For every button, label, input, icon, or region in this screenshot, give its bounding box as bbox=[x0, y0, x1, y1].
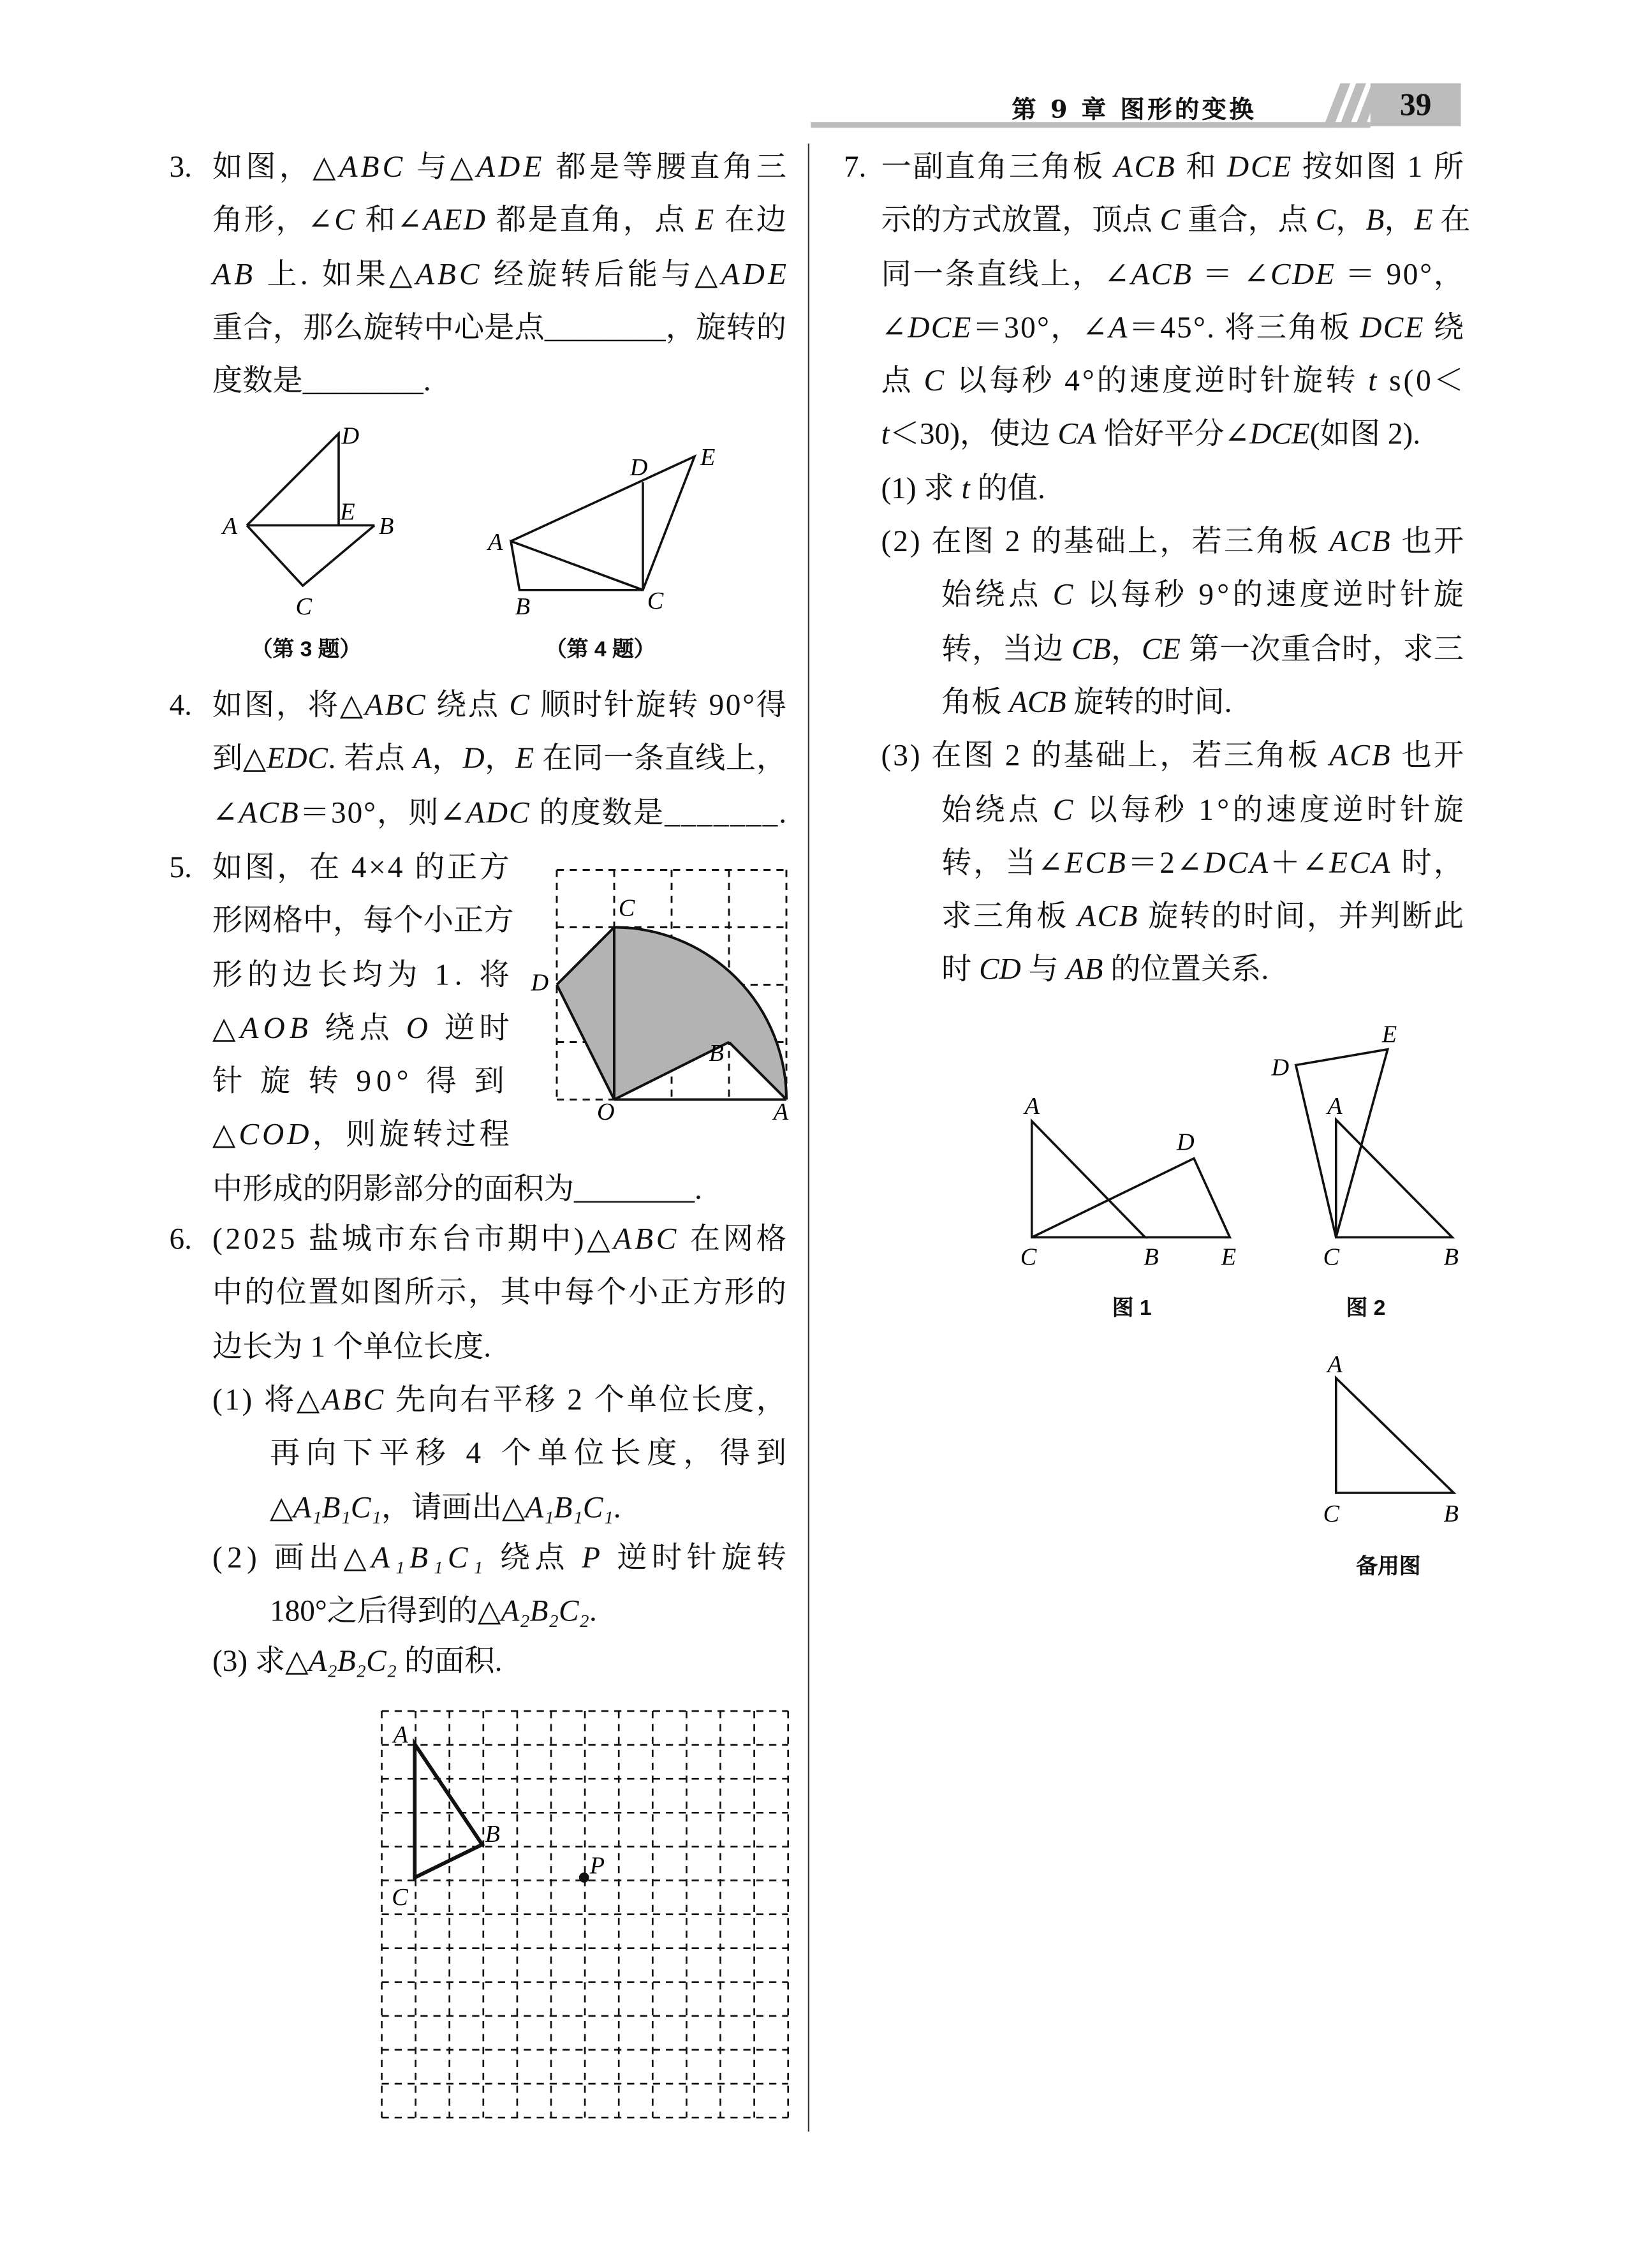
figure-7-backup bbox=[1336, 1378, 1454, 1493]
label-B: B bbox=[485, 1820, 500, 1848]
label-E: E bbox=[1381, 1021, 1397, 1048]
text-line: 同一条直线上，∠ACB ＝ ∠CDE ＝ 90°， bbox=[881, 256, 1466, 291]
label-C: C bbox=[392, 1883, 408, 1911]
question-number: 3. bbox=[169, 149, 192, 184]
label-D: D bbox=[1177, 1129, 1195, 1156]
label-C: C bbox=[295, 593, 313, 620]
text-line: 始绕点 C 以每秒 9°的速度逆时针旋 bbox=[941, 577, 1468, 612]
text-line: (3) 在图 2 的基础上，若三角板 ACB 也开 bbox=[881, 738, 1466, 773]
text-line: 形的边长均为 1. 将 bbox=[212, 956, 515, 991]
text-line: 中的位置如图所示，其中每个小正方形的 bbox=[212, 1275, 788, 1310]
text-line: 转，当边 CB，CE 第一次重合时，求三 bbox=[941, 631, 1464, 666]
text-line: 度数是________. bbox=[212, 363, 431, 398]
label-C: C bbox=[1323, 1501, 1340, 1527]
text-line: (3) 求△A₂B₂C₂ 的面积. bbox=[212, 1643, 503, 1679]
text-line: (2) 画出△A₁B₁C₁ 绕点 P 逆时针旋转 bbox=[212, 1540, 791, 1575]
label-E: E bbox=[1221, 1243, 1237, 1271]
label-B: B bbox=[1144, 1243, 1159, 1271]
figure-caption: （第 4 题） bbox=[545, 637, 656, 662]
text-line: 针 旋 转 90° 得 到 bbox=[212, 1064, 510, 1099]
text-line: (2025 盐城市东台市期中)△ABC 在网格 bbox=[212, 1221, 790, 1256]
label-C: C bbox=[618, 894, 635, 922]
figure-7-1 bbox=[1032, 1121, 1230, 1237]
text-line: 如图，将△ABC 绕点 C 顺时针旋转 90°得 bbox=[212, 687, 788, 722]
question-number: 4. bbox=[169, 687, 192, 722]
text-line: AB 上. 如果△ABC 经旋转后能与△ADE bbox=[212, 256, 790, 291]
text-line: (1) 将△ABC 先向右平移 2 个单位长度， bbox=[212, 1382, 789, 1417]
text-line: 一副直角三角板 ACB 和 DCE 按如图 1 所 bbox=[881, 149, 1466, 184]
label-C: C bbox=[1020, 1243, 1037, 1271]
figure-caption: 图 2 bbox=[1346, 1296, 1386, 1321]
text-line: 示的方式放置，顶点 C 重合，点 C，B，E 在 bbox=[881, 202, 1471, 237]
label-E: E bbox=[700, 444, 716, 471]
question-number: 6. bbox=[169, 1221, 192, 1256]
label-O: O bbox=[597, 1099, 615, 1125]
text-line: ∠DCE＝30°，∠A＝45°. 将三角板 DCE 绕 bbox=[881, 309, 1466, 345]
text-line: 角形，∠C 和∠AED 都是直角，点 E 在边 bbox=[212, 202, 788, 237]
text-line: 始绕点 C 以每秒 1°的速度逆时针旋 bbox=[941, 792, 1468, 827]
question-number: 5. bbox=[169, 850, 192, 884]
label-E: E bbox=[340, 498, 355, 526]
text-line: 如图，△ABC 与△ADE 都是等腰直角三 bbox=[212, 149, 790, 184]
label-D: D bbox=[1271, 1054, 1290, 1081]
text-line: 如图，在 4×4 的正方 bbox=[212, 850, 512, 884]
label-A: A bbox=[1327, 1093, 1343, 1120]
label-A: A bbox=[488, 528, 503, 556]
label-D: D bbox=[629, 454, 648, 481]
label-B: B bbox=[1443, 1243, 1459, 1271]
label-C: C bbox=[1323, 1243, 1340, 1271]
text-line: 形网格中，每个小正方 bbox=[212, 903, 514, 938]
text-line: 角板 ACB 旋转的时间. bbox=[941, 685, 1232, 720]
text-line: ∠ACB＝30°，则∠ADC 的度数是_______. bbox=[212, 794, 788, 829]
label-D: D bbox=[531, 969, 549, 997]
text-line: (2) 在图 2 的基础上，若三角板 ACB 也开 bbox=[881, 524, 1466, 559]
figure-7-2 bbox=[1296, 1049, 1452, 1238]
text-line: 重合，那么旋转中心是点________，旋转的 bbox=[212, 309, 787, 345]
label-D: D bbox=[341, 422, 360, 450]
question-number: 7. bbox=[844, 149, 867, 184]
figure-caption: 图 1 bbox=[1112, 1296, 1152, 1321]
text-line: 边长为 1 个单位长度. bbox=[212, 1328, 492, 1363]
label-P: P bbox=[589, 1852, 605, 1879]
text-line: t＜30)，使边 CA 恰好平分∠DCE(如图 2). bbox=[881, 417, 1421, 452]
text-line: (1) 求 t 的值. bbox=[881, 470, 1045, 505]
text-line: △AOB 绕点 O 逆时 bbox=[212, 1010, 514, 1045]
text-line: 转，当∠ECB＝2∠DCA＋∠ECA 时， bbox=[941, 845, 1466, 880]
text-line: 求三角板 ACB 旋转的时间，并判断此 bbox=[941, 898, 1466, 933]
chapter-title: 第 9 章 图形的变换 bbox=[1012, 96, 1257, 125]
text-line: 180°之后得到的△A₂B₂C₂. bbox=[270, 1594, 597, 1629]
text-line: △COD，则旋转过程 bbox=[212, 1117, 513, 1152]
text-line: △A₁B₁C₁，请画出△A₁B₁C₁. bbox=[270, 1489, 621, 1524]
text-line: 再向下平移 4 个单位长度，得到 bbox=[270, 1435, 793, 1471]
label-B: B bbox=[709, 1039, 724, 1067]
text-line: 时 CD 与 AB 的位置关系. bbox=[941, 952, 1269, 987]
figure-caption: 备用图 bbox=[1356, 1554, 1421, 1579]
label-A: A bbox=[222, 513, 238, 540]
label-B: B bbox=[379, 513, 394, 540]
label-B: B bbox=[515, 593, 531, 620]
label-A: A bbox=[773, 1099, 789, 1125]
label-A: A bbox=[1024, 1093, 1040, 1120]
label-C: C bbox=[647, 588, 664, 614]
label-A: A bbox=[393, 1721, 408, 1749]
label-A: A bbox=[1327, 1351, 1343, 1378]
text-line: 中形成的阴影部分的面积为________. bbox=[212, 1171, 702, 1206]
page-number: 39 bbox=[1371, 84, 1461, 127]
text-line: 到△EDC. 若点 A，D，E 在同一条直线上， bbox=[212, 741, 787, 776]
text-line: 点 C 以每秒 4°的速度逆时针旋转 t s(0＜ bbox=[881, 363, 1466, 398]
figure-caption: （第 3 题） bbox=[251, 637, 362, 662]
label-B: B bbox=[1443, 1501, 1459, 1527]
